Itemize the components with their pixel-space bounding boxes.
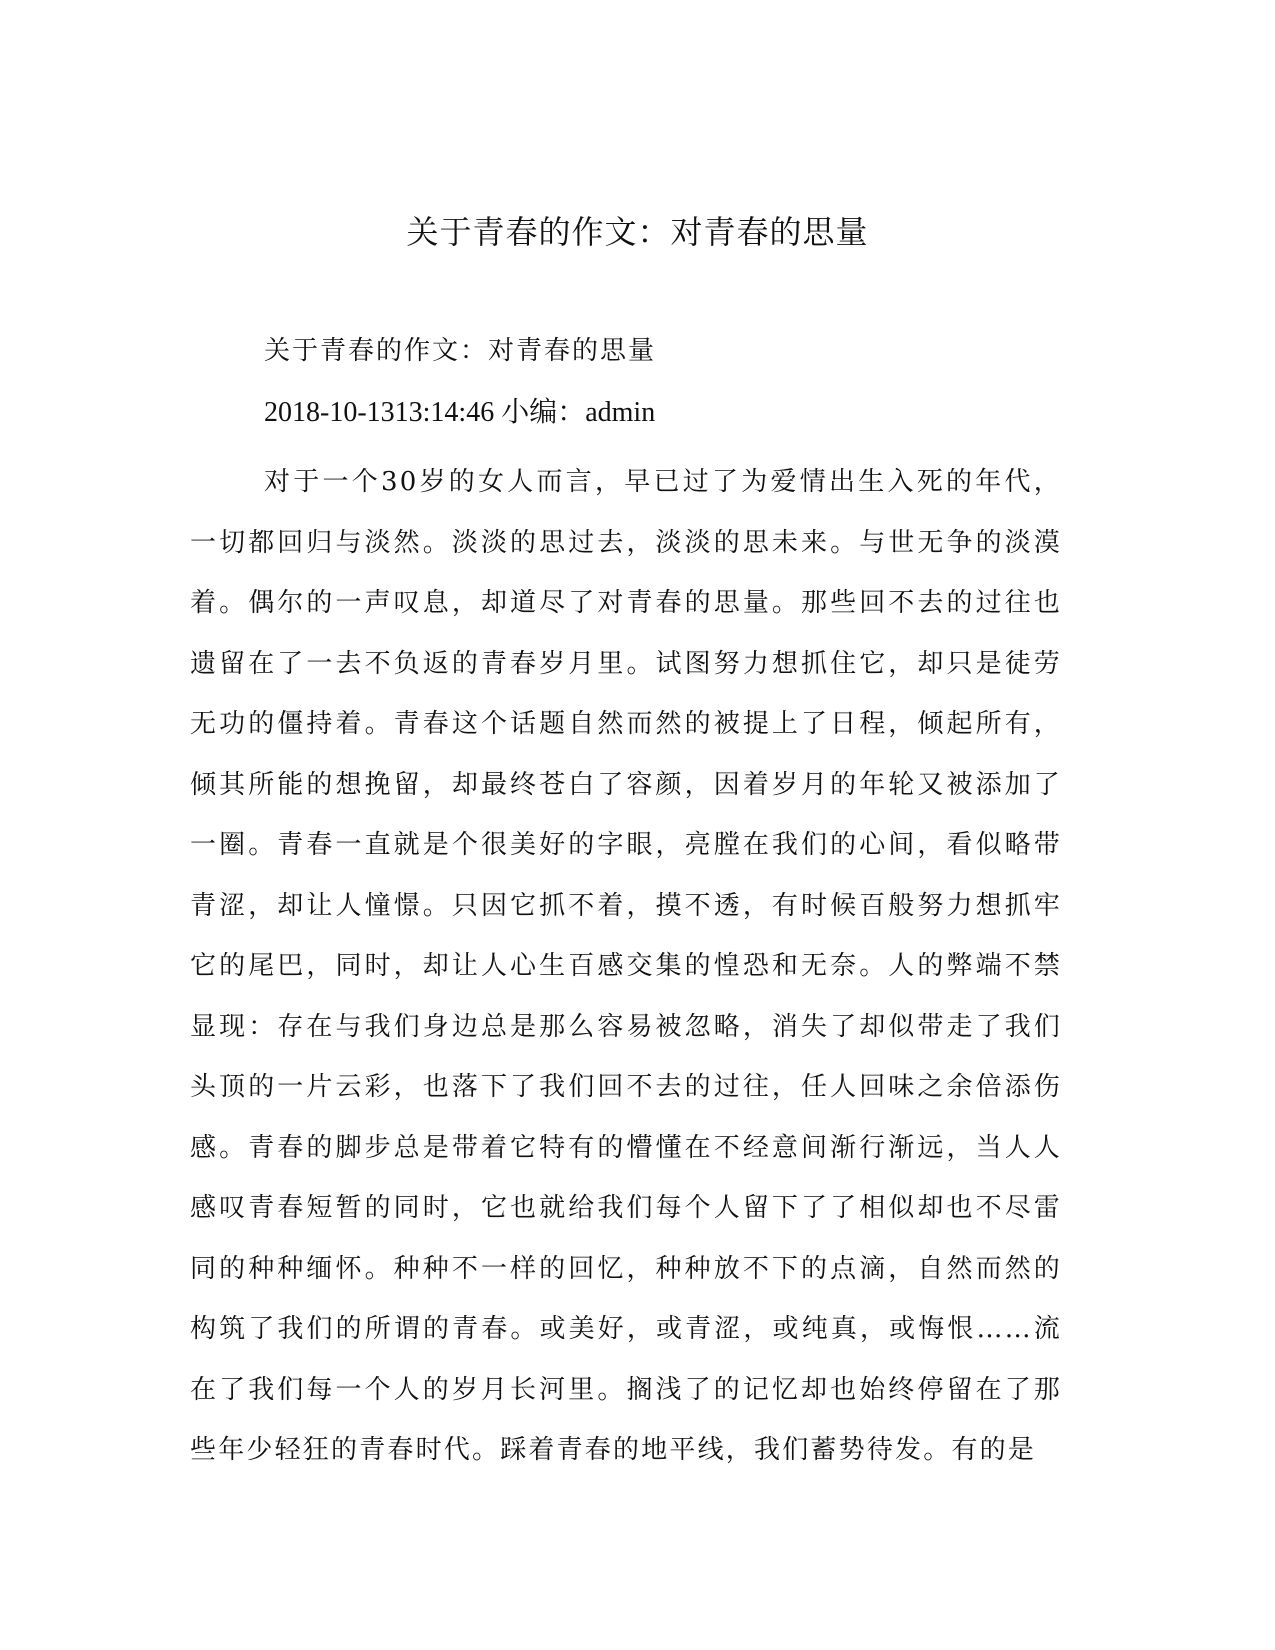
article-meta: 2018-10-1313:14:46 小编：admin xyxy=(264,397,656,428)
article-body: 对于一个30岁的女人而言，早已过了为爱情出生入死的年代，一切都回归与淡然。淡淡的思过去，淡淡的思未来。与世无争的淡漠着。偶尔的一声叹息，却道尽了对青春的思量。那些回不去的过往也遗留在了一去不负返的青春岁月里。试图努力想抓住它，却只是徒劳无功的僵持着。青春这个话题自然而然的被提上了日程，倾起所有，倾其所能的想挽留，却最终苍白了容颜，因着岁月的年轮又被添加了一圈。青春一直就是个很美好的字眼，亮膛在我们的心间，看似略带青涩，却让人憧憬。只因它抓不着，摸不透，有时候百般努力想抓牢它的尾巴，同时，却让人心生百感交集的惶恐和无奈。人的弊端不禁显现：存在与我们身边总是那么容易被忽略，消失了却似带走了我们头顶的一片云彩，也落下了我们回不去的过往，任人回味之余倍添伤感。青春的脚步总是带着它特有的懵懂在不经意间渐行渐远，当人人感叹青春短暂的同时，它也就给我们每个人留下了了相似却也不尽雷同的种种缅怀。种种不一样的回忆，种种放不下的点滴，自然而然的构筑了我们的所谓的青春。或美好，或青涩，或纯真，或悔恨……流在了我们每一个人的岁月长河里。搁浅了的记忆却也始终停留在了那些年少轻狂的青春时代。踩着青春的地平线，我们蓄势待发。有的是 xyxy=(190,467,1062,1465)
document-title: 关于青春的作文：对青春的思量 xyxy=(406,213,869,251)
article-subtitle: 关于青春的作文：对青春的思量 xyxy=(264,336,657,366)
